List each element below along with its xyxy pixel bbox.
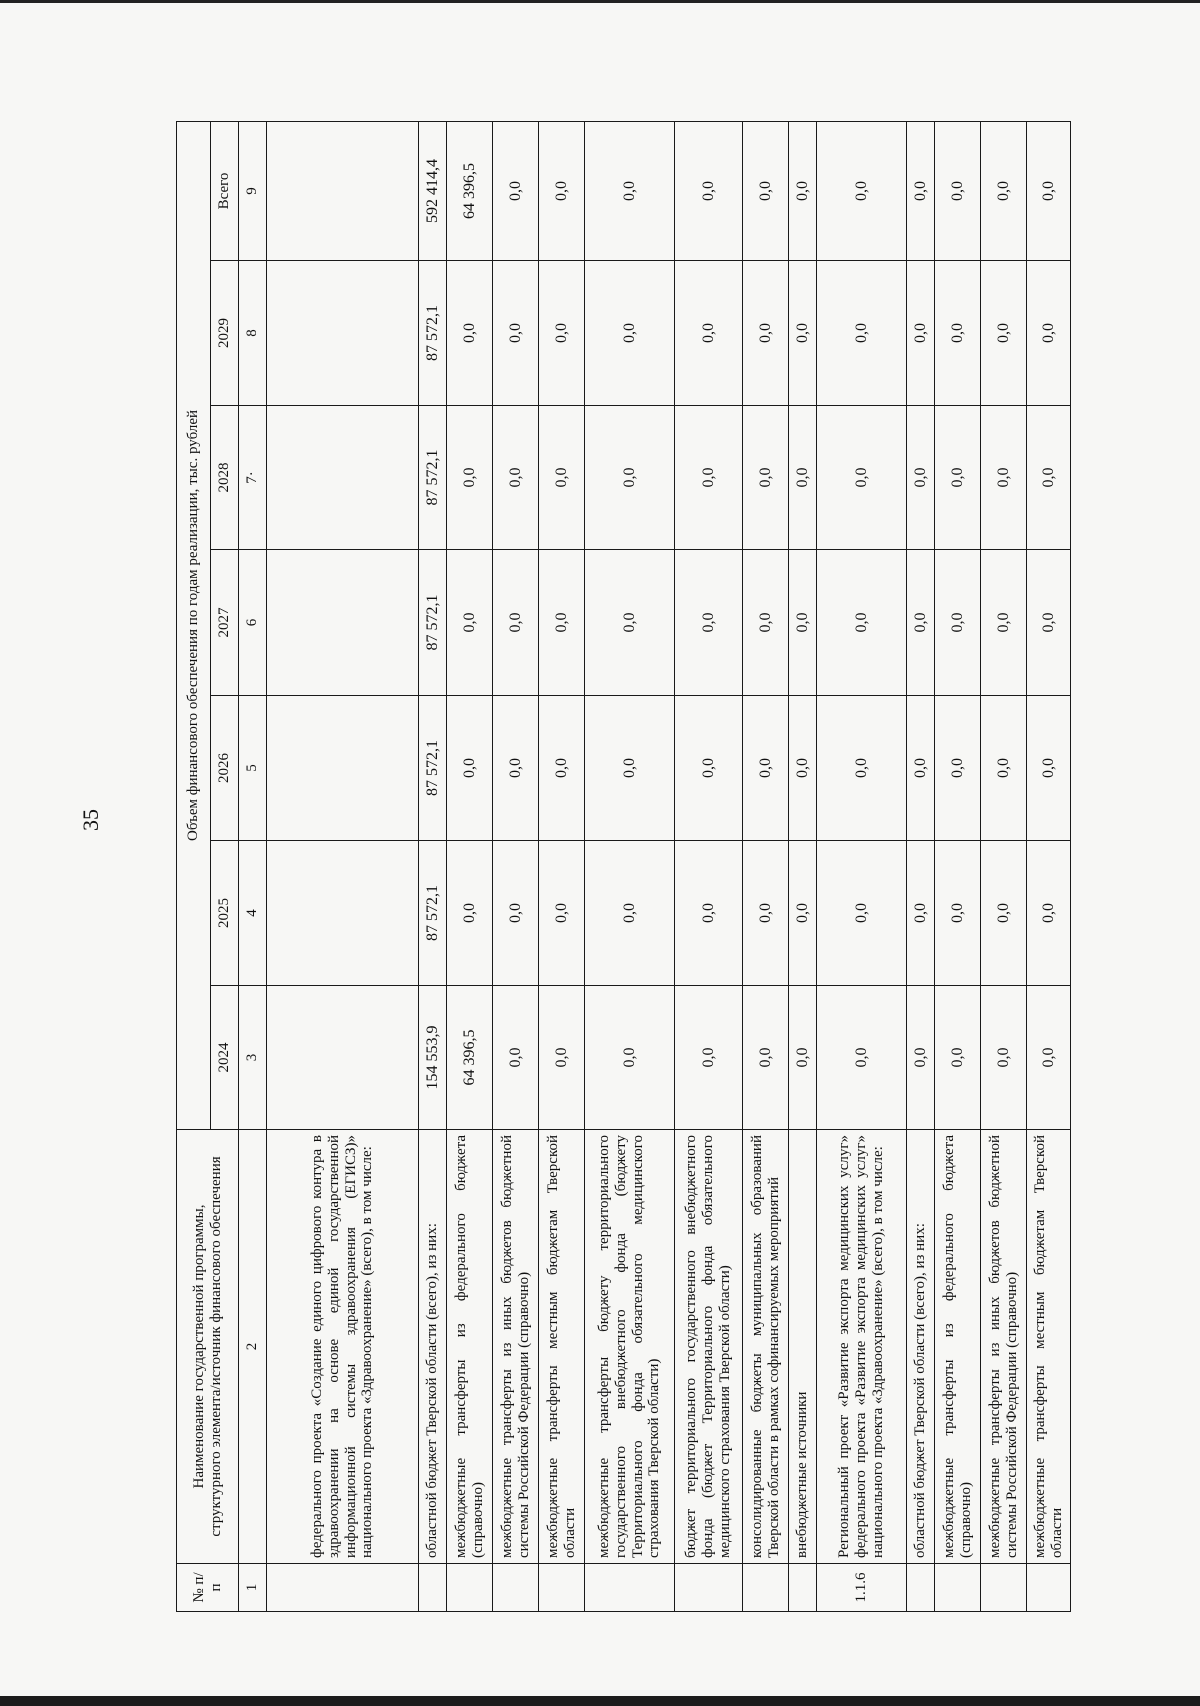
row-index: 1.1.6 <box>817 1564 907 1612</box>
row-index <box>935 1564 981 1612</box>
column-number: 9 <box>239 121 267 260</box>
row-value-2026: 0,0 <box>447 696 493 841</box>
column-number: 7· <box>239 406 267 550</box>
row-value-total: 64 396,5 <box>447 121 493 260</box>
row-value-2026 <box>267 696 419 841</box>
row-source-name: межбюджетные трансферты из федерального бюджета (справочно) <box>447 1130 493 1564</box>
row-value-2027: 87 572,1 <box>419 550 447 696</box>
row-index <box>743 1564 789 1612</box>
row-source-name: областной бюджет Тверской области (всего), из них: <box>419 1130 447 1564</box>
row-value-2028: 0,0 <box>539 406 585 550</box>
row-value-total: 592 414,4 <box>419 121 447 260</box>
row-value-2026: 0,0 <box>817 696 907 841</box>
row-value-total: 0,0 <box>935 121 981 260</box>
row-value-2027: 0,0 <box>817 550 907 696</box>
table-body <box>239 121 1071 1611</box>
row-source-name: бюджет территориального государственного внебюджетного фонда (бюджет Территориального фонда обязательного медицинского страхования Тверской области) <box>675 1130 743 1564</box>
row-value-2027: 0,0 <box>981 550 1027 696</box>
row-value-2028: 0,0 <box>743 406 789 550</box>
row-value-2024: 0,0 <box>539 986 585 1130</box>
row-value-2024: 0,0 <box>907 986 935 1130</box>
row-source-name: внебюджетные источники <box>789 1130 817 1564</box>
table-row <box>585 121 675 1611</box>
row-value-2025: 0,0 <box>789 841 817 986</box>
row-index <box>267 1564 419 1612</box>
table-row <box>539 121 585 1611</box>
table-row <box>419 121 447 1611</box>
header-year-2026: 2026 <box>211 696 239 841</box>
header-col-name-line2: структурного элемента/источник финансового обеспечения <box>207 1156 224 1537</box>
row-value-2024: 0,0 <box>743 986 789 1130</box>
row-value-2025: 0,0 <box>585 841 675 986</box>
header-year-2025: 2025 <box>211 841 239 986</box>
row-value-2024: 64 396,5 <box>447 986 493 1130</box>
row-index <box>493 1564 539 1612</box>
row-source-name: межбюджетные трансферты местным бюджетам Тверской области <box>539 1130 585 1564</box>
row-value-2028: 0,0 <box>817 406 907 550</box>
row-value-2027 <box>267 550 419 696</box>
row-value-2024 <box>267 986 419 1130</box>
header-col-name <box>177 1130 239 1564</box>
table-row <box>743 121 789 1611</box>
table-row <box>1027 121 1071 1611</box>
table-row <box>447 121 493 1611</box>
row-value-2025: 87 572,1 <box>419 841 447 986</box>
row-value-total: 0,0 <box>493 121 539 260</box>
row-value-2027: 0,0 <box>789 550 817 696</box>
table-row <box>981 121 1027 1611</box>
table-row <box>935 121 981 1611</box>
row-value-2029: 87 572,1 <box>419 261 447 406</box>
row-value-total: 0,0 <box>675 121 743 260</box>
row-value-2024: 0,0 <box>493 986 539 1130</box>
row-source-name: Региональный проект «Развитие экспорта медицинских услуг» федерального проекта «Развитие экспорта медицинских услуг» национального проекта «Здравоохранение» (всего), в том числе: <box>817 1130 907 1564</box>
row-value-total <box>267 121 419 260</box>
row-value-2024: 0,0 <box>817 986 907 1130</box>
row-value-2028: 0,0 <box>981 406 1027 550</box>
row-source-name: межбюджетные трансферты из иных бюджетов бюджетной системы Российской Федерации (справочно) <box>981 1130 1027 1564</box>
row-value-2026: 0,0 <box>789 696 817 841</box>
row-value-2027: 0,0 <box>935 550 981 696</box>
row-value-total: 0,0 <box>539 121 585 260</box>
row-value-2029: 0,0 <box>789 261 817 406</box>
row-value-2029: 0,0 <box>539 261 585 406</box>
table-row <box>817 121 907 1611</box>
row-value-2025: 0,0 <box>493 841 539 986</box>
row-value-2026: 0,0 <box>1027 696 1071 841</box>
row-value-2027: 0,0 <box>493 550 539 696</box>
row-value-2025: 0,0 <box>907 841 935 986</box>
scan-edge-top <box>0 0 1200 3</box>
row-value-total: 0,0 <box>743 121 789 260</box>
row-index <box>789 1564 817 1612</box>
row-value-total: 0,0 <box>981 121 1027 260</box>
row-value-2028: 0,0 <box>907 406 935 550</box>
row-value-2028: 0,0 <box>789 406 817 550</box>
row-value-2025: 0,0 <box>447 841 493 986</box>
row-source-name: федерального проекта «Создание единого цифрового контура в здравоохранении на основе единой государственной информационной системы здравоохранения (ЕГИСЗ)» национального проекта «Здравоохранение» (всего), в том числе: <box>267 1130 419 1564</box>
column-number-row <box>239 121 267 1611</box>
row-value-2027: 0,0 <box>539 550 585 696</box>
row-value-2029: 0,0 <box>585 261 675 406</box>
row-value-2028: 0,0 <box>447 406 493 550</box>
row-value-2027: 0,0 <box>447 550 493 696</box>
row-value-2025: 0,0 <box>1027 841 1071 986</box>
table-row <box>675 121 743 1611</box>
row-value-total: 0,0 <box>585 121 675 260</box>
row-value-2029: 0,0 <box>675 261 743 406</box>
row-value-2026: 0,0 <box>539 696 585 841</box>
row-value-2024: 154 553,9 <box>419 986 447 1130</box>
row-value-2028 <box>267 406 419 550</box>
row-index <box>419 1564 447 1612</box>
row-value-2026: 0,0 <box>493 696 539 841</box>
row-index <box>981 1564 1027 1612</box>
row-source-name: межбюджетные трансферты из иных бюджетов бюджетной системы Российской Федерации (справочно) <box>493 1130 539 1564</box>
row-index <box>1027 1564 1071 1612</box>
column-number: 4 <box>239 841 267 986</box>
row-value-2027: 0,0 <box>585 550 675 696</box>
row-value-total: 0,0 <box>907 121 935 260</box>
row-value-2026: 0,0 <box>585 696 675 841</box>
header-year-2029: 2029 <box>211 261 239 406</box>
row-value-2026: 0,0 <box>981 696 1027 841</box>
row-value-total: 0,0 <box>1027 121 1071 260</box>
row-value-2028: 0,0 <box>493 406 539 550</box>
row-value-2024: 0,0 <box>585 986 675 1130</box>
row-value-2026: 0,0 <box>907 696 935 841</box>
row-source-name: консолидированные бюджеты муниципальных образований Тверской области в рамках софинансируемых мероприятий <box>743 1130 789 1564</box>
row-value-2026: 87 572,1 <box>419 696 447 841</box>
row-value-2026: 0,0 <box>675 696 743 841</box>
row-value-2029: 0,0 <box>907 261 935 406</box>
row-value-2027: 0,0 <box>743 550 789 696</box>
row-index <box>539 1564 585 1612</box>
row-source-name: межбюджетные трансферты из федерального бюджета (справочно) <box>935 1130 981 1564</box>
row-value-2026: 0,0 <box>935 696 981 841</box>
row-value-2028: 87 572,1 <box>419 406 447 550</box>
row-value-total: 0,0 <box>817 121 907 260</box>
header-year-2027: 2027 <box>211 550 239 696</box>
column-number: 6 <box>239 550 267 696</box>
rotated-table-container <box>176 122 1066 1612</box>
header-year-2024: 2024 <box>211 986 239 1130</box>
row-index <box>447 1564 493 1612</box>
row-value-2025: 0,0 <box>539 841 585 986</box>
column-number: 2 <box>239 1130 267 1564</box>
row-value-2027: 0,0 <box>675 550 743 696</box>
row-value-total: 0,0 <box>789 121 817 260</box>
column-number: 3 <box>239 986 267 1130</box>
row-value-2027: 0,0 <box>1027 550 1071 696</box>
row-value-2024: 0,0 <box>981 986 1027 1130</box>
row-source-name: межбюджетные трансферты местным бюджетам Тверской области <box>1027 1130 1071 1564</box>
row-source-name: межбюджетные трансферты бюджету территориального государственного внебюджетного фонда (бюджету Территориального фонда обязательного медицинского страхования Тверской области) <box>585 1130 675 1564</box>
row-value-2025: 0,0 <box>935 841 981 986</box>
row-index <box>907 1564 935 1612</box>
column-number: 5 <box>239 696 267 841</box>
row-value-2024: 0,0 <box>789 986 817 1130</box>
table-row <box>789 121 817 1611</box>
row-value-2029: 0,0 <box>447 261 493 406</box>
column-number: 8 <box>239 261 267 406</box>
row-value-2027: 0,0 <box>907 550 935 696</box>
row-value-2029: 0,0 <box>935 261 981 406</box>
row-value-2024: 0,0 <box>1027 986 1071 1130</box>
page-number: 35 <box>78 809 103 831</box>
row-value-2029: 0,0 <box>493 261 539 406</box>
row-value-2028: 0,0 <box>1027 406 1071 550</box>
row-value-2028: 0,0 <box>675 406 743 550</box>
row-value-2029: 0,0 <box>1027 261 1071 406</box>
row-value-2024: 0,0 <box>935 986 981 1130</box>
row-value-2024: 0,0 <box>675 986 743 1130</box>
header-col-name-line1: Наименование государственной программы, <box>190 1204 207 1489</box>
row-index <box>675 1564 743 1612</box>
table-row <box>907 121 935 1611</box>
row-value-2028: 0,0 <box>585 406 675 550</box>
column-number: 1 <box>239 1564 267 1612</box>
header-total: Всего <box>211 121 239 260</box>
scan-edge-bottom <box>0 1696 1200 1706</box>
row-value-2029: 0,0 <box>817 261 907 406</box>
row-value-2029 <box>267 261 419 406</box>
row-value-2025: 0,0 <box>675 841 743 986</box>
row-value-2029: 0,0 <box>981 261 1027 406</box>
row-value-2028: 0,0 <box>935 406 981 550</box>
header-year-2028: 2028 <box>211 406 239 550</box>
row-value-2025: 0,0 <box>817 841 907 986</box>
header-row-1 <box>177 121 211 1611</box>
row-source-name: областной бюджет Тверской области (всего), из них: <box>907 1130 935 1564</box>
row-value-2026: 0,0 <box>743 696 789 841</box>
header-volume-title: Объем финансового обеспечения по годам реализации, тыс. рублей <box>177 121 211 1129</box>
row-value-2025: 0,0 <box>743 841 789 986</box>
row-value-2025 <box>267 841 419 986</box>
table-row <box>493 121 539 1611</box>
row-value-2029: 0,0 <box>743 261 789 406</box>
table-row <box>267 121 419 1611</box>
row-value-2025: 0,0 <box>981 841 1027 986</box>
header-col-no: № п/п <box>177 1564 239 1612</box>
budget-table <box>176 121 1071 1612</box>
row-index <box>585 1564 675 1612</box>
